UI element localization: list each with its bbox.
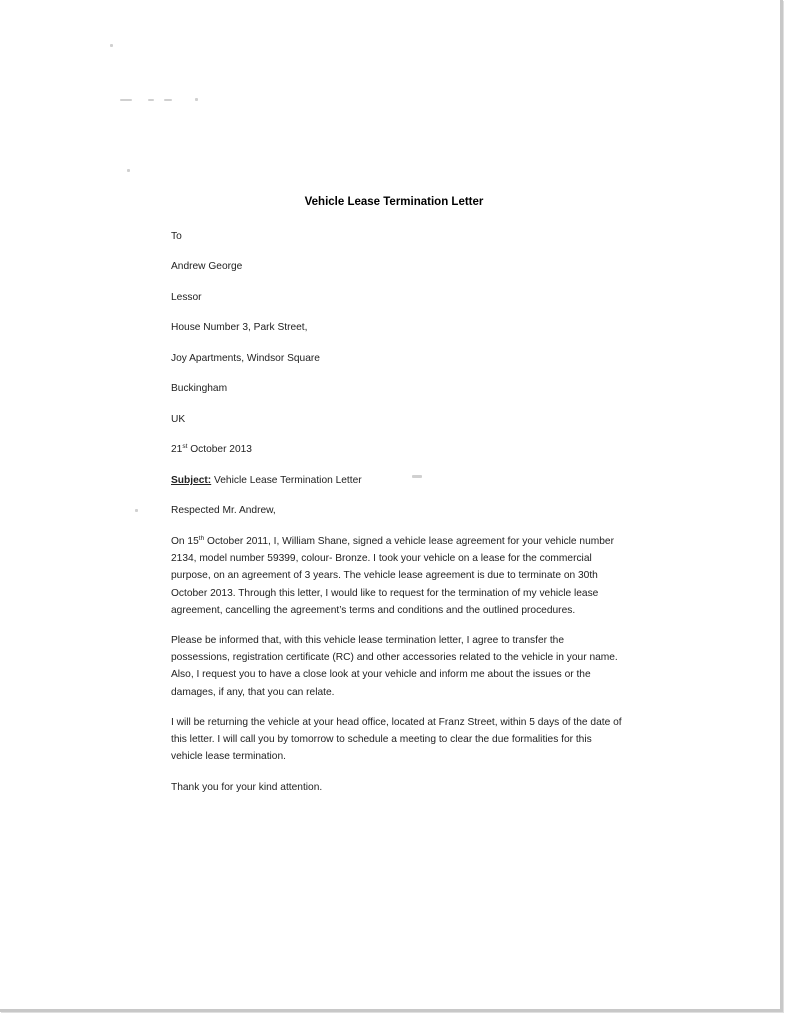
text-run: On 15 bbox=[171, 536, 199, 547]
address-line-2: Joy Apartments, Windsor Square bbox=[171, 353, 320, 364]
scan-speck bbox=[164, 99, 172, 101]
address-city: Buckingham bbox=[171, 383, 228, 394]
date-day: 21 bbox=[171, 444, 183, 455]
scan-speck bbox=[127, 169, 130, 172]
paragraph-line bbox=[171, 533, 621, 550]
recipient-role: Lessor bbox=[171, 292, 202, 303]
paragraph-line: vehicle lease termination. bbox=[171, 751, 286, 763]
paragraph-line: I will be returning the vehicle at your head office, located at Franz Street, within 5 days of the date of bbox=[171, 717, 622, 728]
paragraph-line: Please be informed that, with this vehicle lease termination letter, I agree to transfer the bbox=[171, 635, 564, 646]
address-country: UK bbox=[171, 414, 186, 425]
scan-speck bbox=[120, 99, 132, 101]
paragraph-line: agreement, cancelling the agreement’s terms and conditions and the outlined procedures. bbox=[171, 604, 576, 616]
scan-speck bbox=[110, 44, 113, 47]
paragraph-2 bbox=[171, 632, 621, 701]
address-line-1: House Number 3, Park Street, bbox=[171, 322, 308, 333]
scan-speck bbox=[135, 509, 138, 512]
subject-text: Vehicle Lease Termination Letter bbox=[211, 475, 362, 486]
letter-title: Vehicle Lease Termination Letter bbox=[304, 196, 484, 208]
paragraph-line: 2134, model number 59399, colour- Bronze. I took your vehicle on a lease for the commercial bbox=[171, 553, 592, 565]
paragraph-line: purpose, on an agreement of 3 years. The vehicle lease agreement is due to terminate on 30th bbox=[171, 570, 598, 582]
date-suffix: st bbox=[182, 443, 188, 450]
ordinal-suffix: th bbox=[198, 535, 205, 542]
paragraph-3 bbox=[171, 714, 621, 766]
paragraph-line: possessions, registration certificate (RC) and other accessories related to the vehicle in your name. bbox=[171, 652, 618, 664]
scan-speck bbox=[148, 99, 154, 101]
salutation: Respected Mr. Andrew, bbox=[171, 505, 276, 516]
letter-date bbox=[171, 444, 252, 455]
paragraph-line: Also, I request you to have a close look at your vehicle and inform me about the issues or the bbox=[171, 669, 591, 681]
text-run: October 2011, I, William Shane, signed a vehicle lease agreement for your vehicle number bbox=[204, 536, 614, 547]
scan-speck bbox=[195, 98, 198, 101]
to-line: To bbox=[171, 231, 182, 242]
subject-label: Subject: bbox=[171, 475, 212, 486]
scan-speck bbox=[412, 475, 422, 478]
paragraph-line: October 2013. Through this letter, I would like to request for the termination of my vehicle lease bbox=[171, 587, 599, 599]
paragraph-1 bbox=[171, 533, 621, 619]
closing-line: Thank you for your kind attention. bbox=[171, 782, 323, 793]
paragraph-line: damages, if any, that you can relate. bbox=[171, 686, 335, 698]
subject-line bbox=[171, 475, 362, 486]
recipient-name: Andrew George bbox=[171, 261, 243, 272]
paragraph-line: this letter. I will call you by tomorrow to schedule a meeting to clear the due formalities for this bbox=[171, 734, 592, 746]
date-rest: October 2013 bbox=[187, 444, 252, 455]
